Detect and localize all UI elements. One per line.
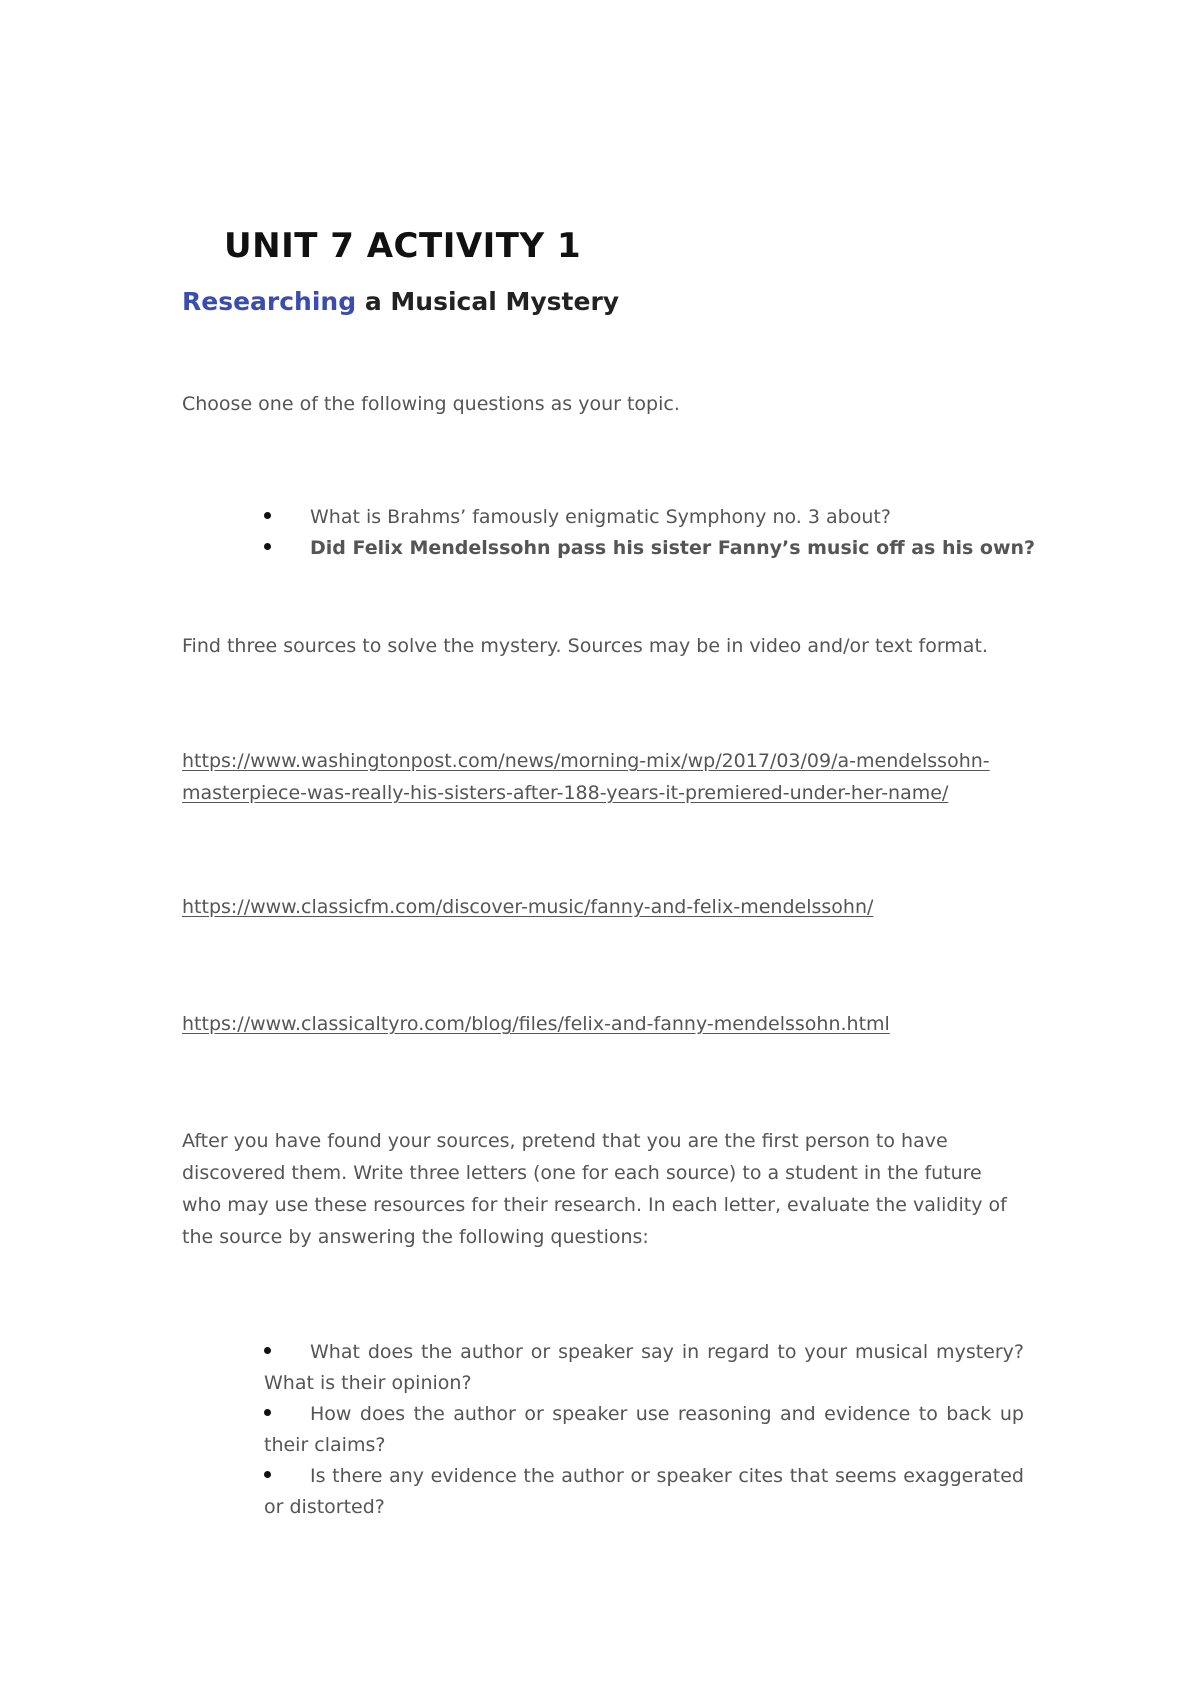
topic-instruction: Choose one of the following questions as your topic. (182, 393, 680, 415)
sources-instruction: Find three sources to solve the mystery. Sources may be in video and/or text format. (182, 635, 988, 657)
source-link-washingtonpost[interactable]: https://www.washingtonpost.com/news/morning-mix/wp/2017/03/09/a-mendelssohn-masterpiece-was-really-his-sisters-after-188-years-it-premiered-under-her-name/ (182, 750, 990, 804)
topic-item-selected (264, 533, 1064, 564)
source-link-classicfm[interactable]: https://www.classicfm.com/discover-music/fanny-and-felix-mendelssohn/ (182, 896, 874, 918)
bullet-icon (264, 1471, 271, 1478)
question-item (264, 1399, 1024, 1461)
question-list (264, 1337, 1024, 1523)
topic-item (264, 502, 1064, 533)
bullet-icon (264, 1409, 271, 1416)
topic-text: Did Felix Mendelssohn pass his sister Fanny’s music off as his own? (310, 537, 1036, 559)
topic-text: What is Brahms’ famously enigmatic Symphony no. 3 about? (310, 506, 891, 528)
question-text: How does the author or speaker use reasoning and evidence to back up their claims? (264, 1403, 1024, 1456)
bullet-icon (264, 1347, 271, 1354)
question-text: Is there any evidence the author or speaker cites that seems exaggerated or distorted? (264, 1465, 1024, 1518)
page-subtitle (182, 287, 619, 316)
question-text: What does the author or speaker say in regard to your musical mystery? What is their opinion? (264, 1341, 1024, 1394)
bullet-icon (264, 512, 271, 519)
question-item (264, 1461, 1024, 1523)
subtitle-accent-word: Researching (182, 287, 357, 316)
bullet-icon (264, 543, 271, 550)
source-link-classicaltyro[interactable]: https://www.classicaltyro.com/blog/files/felix-and-fanny-mendelssohn.html (182, 1013, 890, 1035)
subtitle-rest: a Musical Mystery (356, 287, 620, 316)
letter-instruction: After you have found your sources, pretend that you are the first person to have discovered them. Write three letters (one for each source) to a student in the future who may use these resources for their research. In each letter, evaluate the validity of the source by answering the following questions: (182, 1130, 1007, 1248)
question-item (264, 1337, 1024, 1399)
page-title: UNIT 7 ACTIVITY 1 (224, 226, 582, 266)
topic-list (264, 502, 1064, 564)
